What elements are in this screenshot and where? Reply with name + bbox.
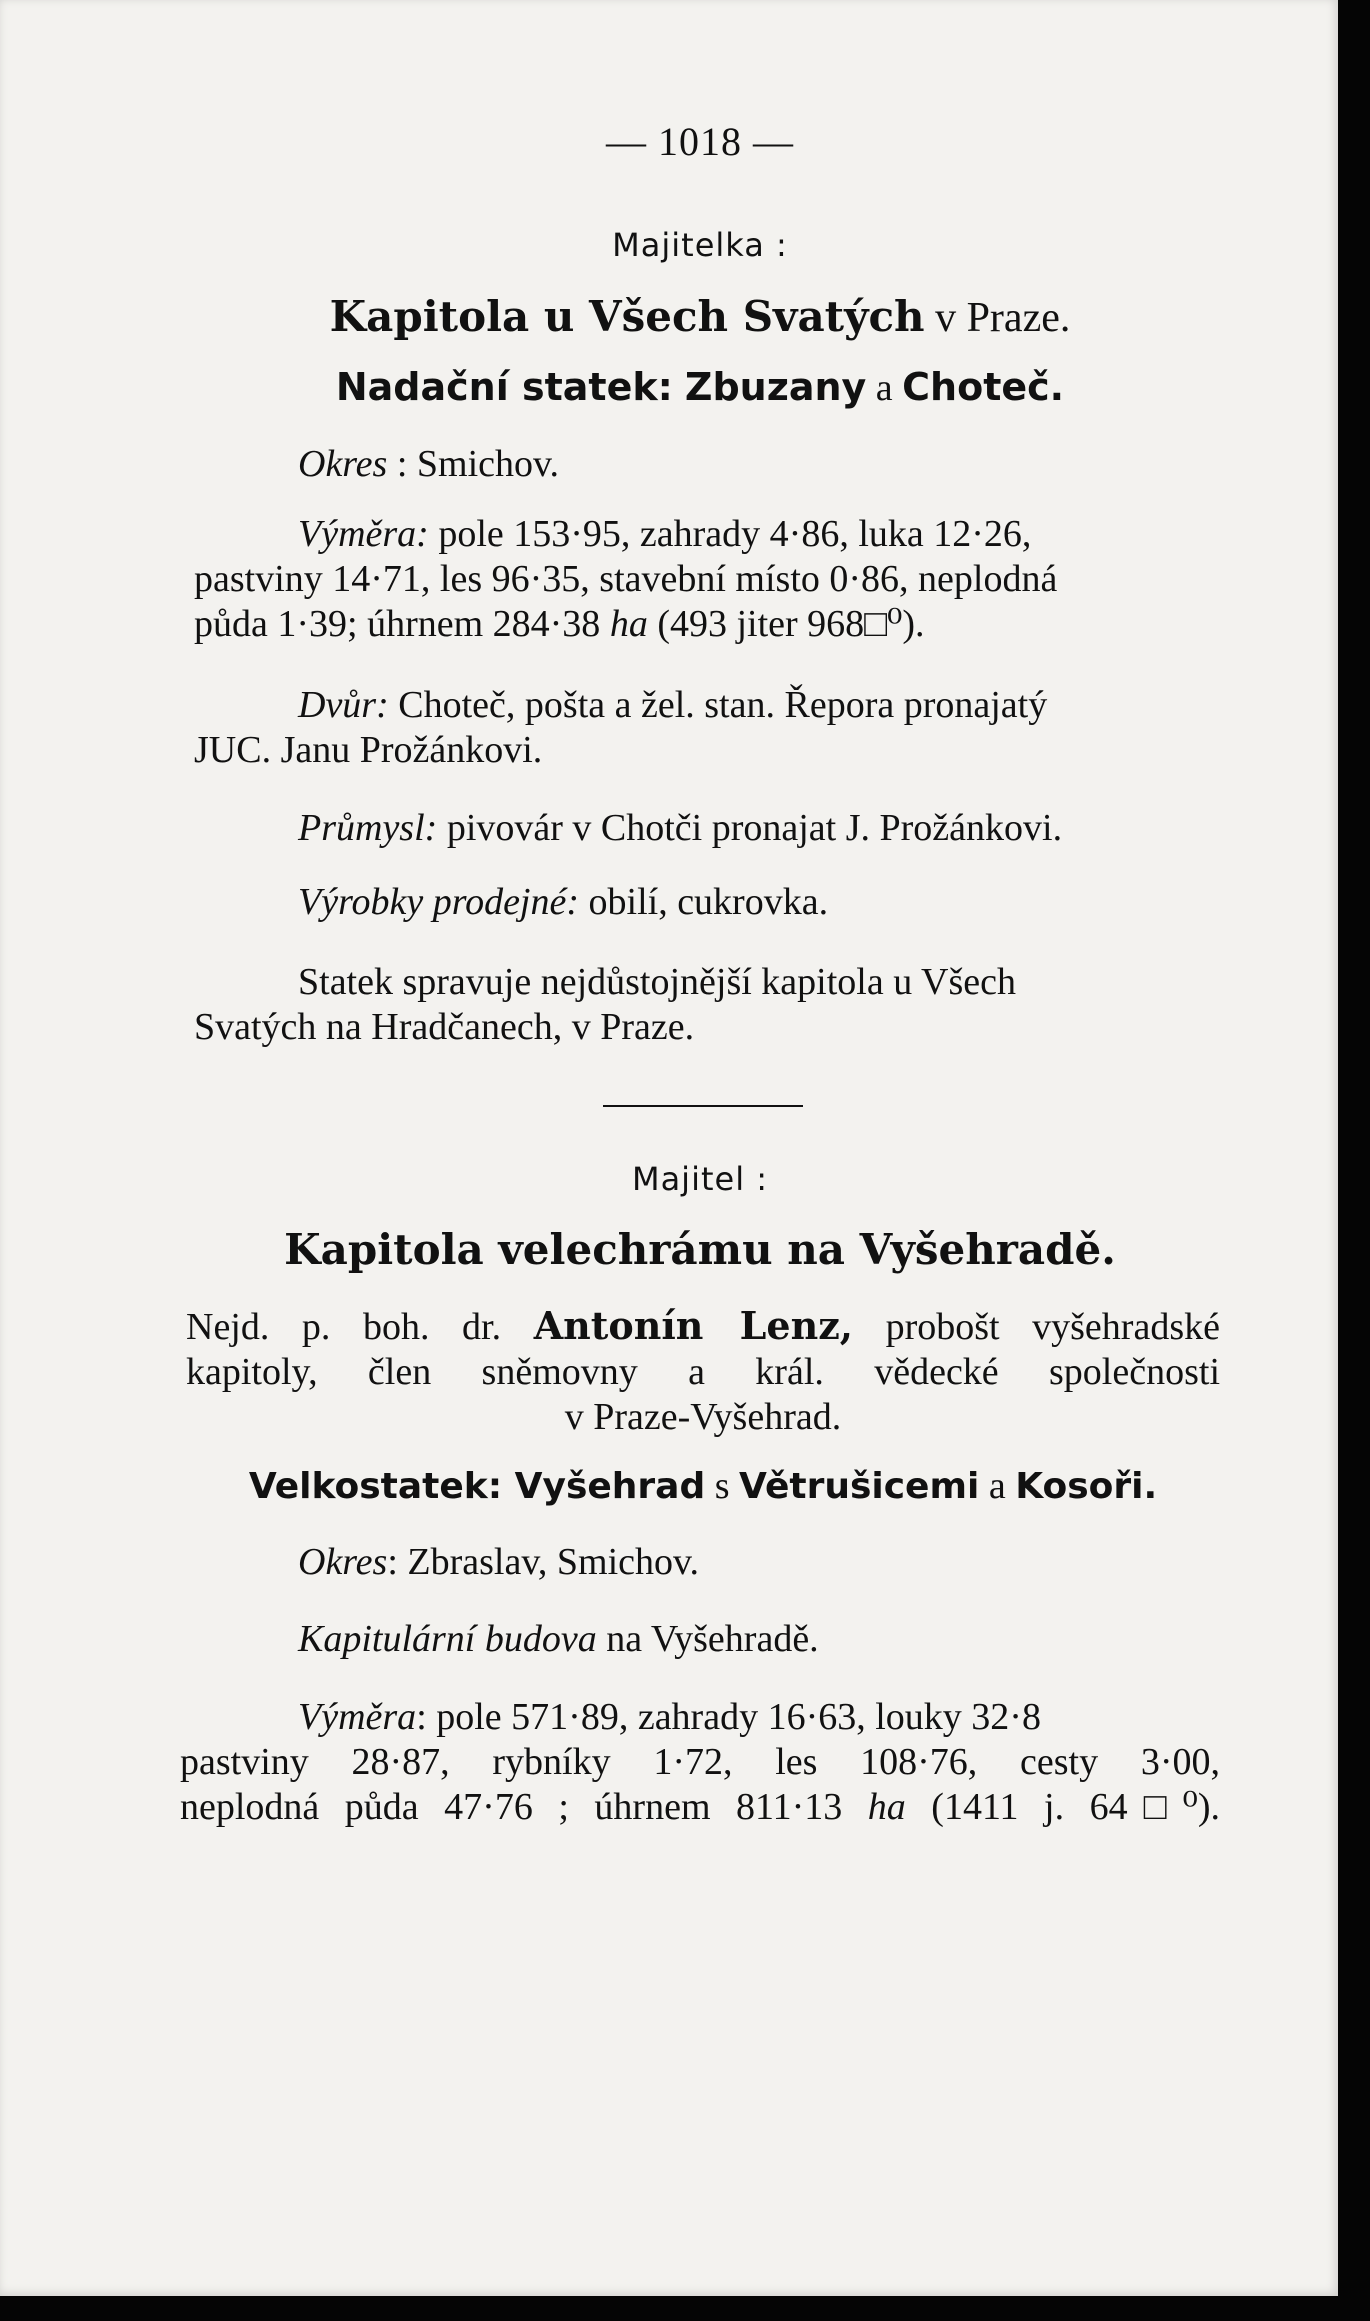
vyrobky-1-rest: obilí, cukrovka. (579, 881, 829, 923)
person-line-1 (186, 1303, 1220, 1350)
vymera-2-line1-rest: : pole 571·89, zahrady 16·63, louky 32·8 (416, 1696, 1041, 1738)
statek-1-line-2: Svatých na Hradčanech, v Praze. (194, 1006, 695, 1048)
estate-line-2 (186, 1464, 1220, 1508)
vyrobky-1-label: Výrobky prodejné: (298, 881, 580, 923)
owner-title-1 (180, 292, 1220, 342)
vymera-1-unit: ha (609, 603, 648, 645)
estate-1-place-a: Zbuzany (684, 365, 867, 409)
dvur-1-line1-rest: Choteč, pošta a žel. stan. Řepora pronajatý (388, 684, 1048, 726)
vymera-1-label: Výměra: (298, 513, 429, 555)
owner-title-1-bold: Kapitola u Všech Svatých (329, 292, 925, 341)
okres-2-label: Okres (298, 1541, 388, 1583)
estate-line-1 (180, 365, 1220, 410)
prumysl-1-label: Průmysl: (298, 807, 438, 849)
person-line1-rest: probošt vyšehradské (853, 1306, 1220, 1348)
vymera-1-line3-pre: půda 1·39; úhrnem 284·38 (194, 603, 610, 645)
vymera-2-line-1 (180, 1695, 1220, 1740)
vymera-2 (180, 1695, 1220, 1830)
vymera-1-line-1 (194, 512, 1218, 557)
statek-1-line-1: Statek spravuje nejdůstojnější kapitola u Všech (298, 961, 1016, 1003)
person-block-2 (186, 1303, 1220, 1440)
budova-2-label: Kapitulární budova (298, 1618, 597, 1660)
okres-2 (298, 1540, 1228, 1585)
estate-2-place-b: Větrušicemi (739, 1466, 980, 1507)
vymera-2-line3-post: (1411 j. 64□⁰). (905, 1786, 1220, 1828)
vymera-2-line-2: pastviny 28·87, rybníky 1·72, les 108·76, cesty 3·00, (180, 1741, 1220, 1783)
vymera-2-line3-pre: neplodná půda 47·76 ; úhrnem 811·13 (180, 1786, 868, 1828)
statek-1 (194, 960, 1218, 1050)
prumysl-1-rest: pivovár v Chotči pronajat J. Prožánkovi. (437, 807, 1063, 849)
estate-1-joiner: a (866, 367, 903, 409)
vymera-2-line-3 (180, 1785, 1220, 1830)
budova-2 (298, 1617, 1228, 1662)
scan-edge-right (1338, 0, 1370, 2321)
okres-1-value: : Smichov. (387, 443, 560, 485)
dvur-1-line-2: JUC. Janu Prožánkovi. (194, 729, 543, 771)
dvur-1-label: Dvůr: (298, 684, 389, 726)
person-pre: Nejd. p. boh. dr. (186, 1306, 534, 1348)
okres-2-value: : Zbraslav, Smichov. (387, 1541, 700, 1583)
okres-1-label: Okres (298, 443, 388, 485)
person-name: Antonín Lenz, (533, 1303, 854, 1348)
vymera-1-line3-post: (493 jiter 968□⁰). (647, 603, 925, 645)
okres-1 (298, 442, 1338, 487)
estate-1-label: Nadační statek: (335, 365, 673, 409)
estate-2-place-c: Kosoři. (1015, 1466, 1158, 1507)
owner-label-1: Majitelka : (612, 226, 788, 264)
vymera-1-line-3 (194, 602, 1218, 647)
dvur-1 (194, 683, 1218, 773)
prumysl-1 (298, 806, 1228, 851)
estate-2-s: s (705, 1465, 740, 1507)
vymera-2-label: Výměra (298, 1696, 417, 1738)
owner-title-1-rest: v Praze. (924, 295, 1071, 341)
owner-title-2: Kapitola velechrámu na Vyšehradě. (284, 1225, 1116, 1274)
budova-2-rest: na Vyšehradě. (596, 1618, 819, 1660)
person-line-2: kapitoly, člen sněmovny a král. vědecké společnosti (186, 1351, 1220, 1393)
dvur-1-line-1 (194, 683, 1218, 728)
vymera-1 (194, 512, 1218, 647)
vymera-1-line1-rest: pole 153·95, zahrady 4·86, luka 12·26, (428, 513, 1032, 555)
scan-edge-bottom (0, 2296, 1370, 2321)
section-divider (603, 1105, 803, 1107)
page-number: — 1018 — (606, 119, 794, 164)
vymera-1-line-2: pastviny 14·71, les 96·35, stavební místo 0·86, neplodná (194, 558, 1058, 600)
estate-2-a: a (979, 1465, 1016, 1507)
person-line-3: v Praze-Vyšehrad. (564, 1396, 842, 1438)
estate-2-label: Velkostatek: Vyšehrad (248, 1466, 706, 1507)
owner-label-2: Majitel : (631, 1160, 769, 1198)
estate-1-place-b: Choteč. (902, 365, 1065, 409)
vyrobky-1 (298, 880, 1228, 925)
vymera-2-unit: ha (867, 1786, 906, 1828)
